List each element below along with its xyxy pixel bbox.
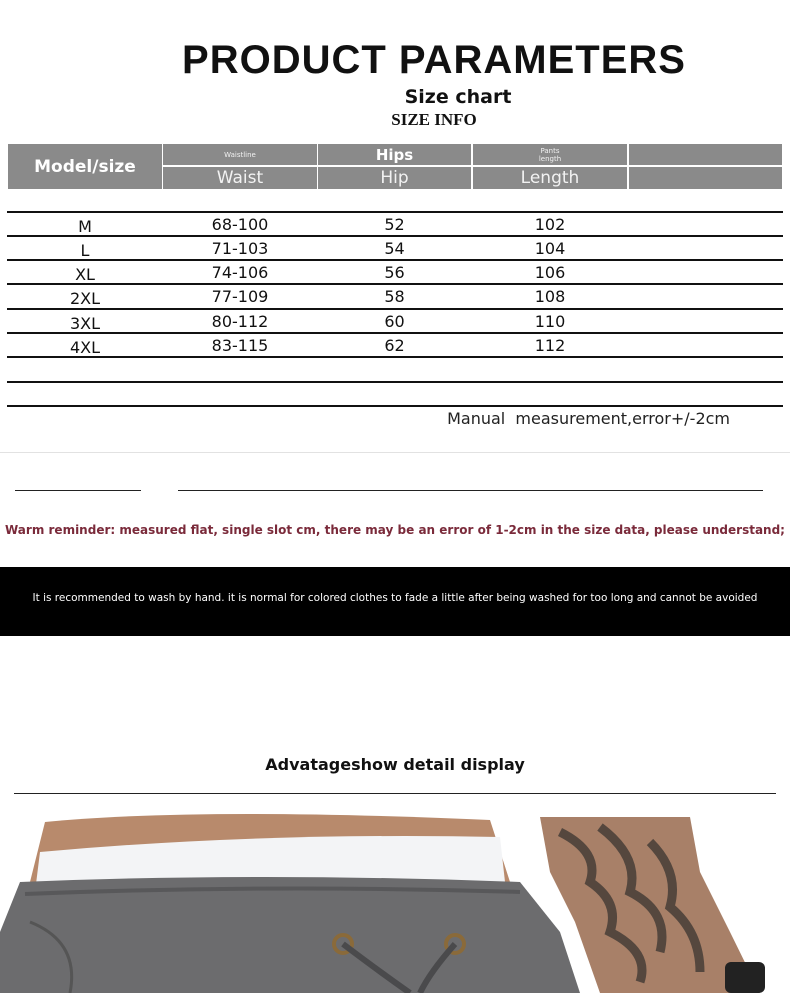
size-info-heading: SIZE INFO bbox=[391, 110, 477, 129]
hip-header-small bbox=[318, 144, 471, 165]
length-header-main bbox=[473, 167, 627, 189]
table-line bbox=[7, 405, 783, 407]
size-cell: M bbox=[78, 217, 92, 236]
model-size-header bbox=[8, 144, 162, 189]
pants-length-label: Pants length bbox=[538, 147, 562, 163]
size-cell: L bbox=[80, 241, 90, 260]
table-line bbox=[7, 308, 783, 310]
detail-display-heading: Advatageshow detail display bbox=[265, 755, 525, 774]
waist-cell: 71-103 bbox=[211, 239, 269, 258]
length-cell: 108 bbox=[534, 287, 566, 306]
hip-cell: 62 bbox=[384, 336, 405, 355]
long-divider bbox=[178, 490, 763, 491]
warm-reminder: Warm reminder: measured flat, single slot cm, there may be an error of 1-2cm in the size data, please understand; bbox=[5, 523, 785, 537]
length-label: Length bbox=[520, 168, 580, 188]
size-cell: 2XL bbox=[69, 289, 101, 308]
hip-cell: 52 bbox=[384, 215, 405, 234]
hip-cell: 58 bbox=[384, 287, 405, 306]
length-cell: 104 bbox=[534, 239, 566, 258]
length-cell: 106 bbox=[534, 263, 566, 282]
size-cell: XL bbox=[75, 265, 95, 284]
waistline-label: Waistline bbox=[224, 151, 256, 159]
size-cell: 3XL bbox=[69, 314, 101, 333]
length-cell: 110 bbox=[534, 312, 566, 331]
table-line bbox=[7, 381, 783, 383]
heading-underline bbox=[14, 793, 776, 794]
extra-header-top bbox=[629, 144, 782, 165]
size-chart-heading: Size chart bbox=[404, 86, 512, 108]
wash-instructions: It is recommended to wash by hand. it is normal for colored clothes to fade a little after being washed for too long and cannot be avoided bbox=[32, 592, 758, 604]
divider bbox=[0, 452, 790, 453]
waist-cell: 68-100 bbox=[211, 215, 269, 234]
length-header-small bbox=[473, 144, 627, 165]
model-size-label: Model/size bbox=[34, 157, 136, 177]
length-cell: 102 bbox=[534, 215, 566, 234]
extra-header-bottom bbox=[629, 167, 782, 189]
waist-header-main bbox=[163, 167, 317, 189]
hip-header-main bbox=[318, 167, 471, 189]
waist-header-small bbox=[163, 144, 317, 165]
hip-label: Hip bbox=[380, 168, 409, 188]
waist-cell: 77-109 bbox=[211, 287, 269, 306]
waist-cell: 80-112 bbox=[211, 312, 269, 331]
page-title: PRODUCT PARAMETERS bbox=[182, 38, 686, 82]
size-cell: 4XL bbox=[69, 338, 101, 357]
watch bbox=[725, 962, 765, 993]
length-cell: 112 bbox=[534, 336, 566, 355]
measurement-note: Manual measurement,error+/-2cm bbox=[447, 409, 730, 428]
hips-label: Hips bbox=[375, 146, 414, 164]
hip-cell: 54 bbox=[384, 239, 405, 258]
short-divider bbox=[15, 490, 141, 491]
waist-cell: 74-106 bbox=[211, 263, 269, 282]
waist-label: Waist bbox=[216, 168, 264, 188]
waist-cell: 83-115 bbox=[211, 336, 269, 355]
gray-pants bbox=[0, 877, 580, 993]
product-photo bbox=[0, 812, 790, 993]
table-line bbox=[7, 211, 783, 213]
hip-cell: 56 bbox=[384, 263, 405, 282]
hip-cell: 60 bbox=[384, 312, 405, 331]
